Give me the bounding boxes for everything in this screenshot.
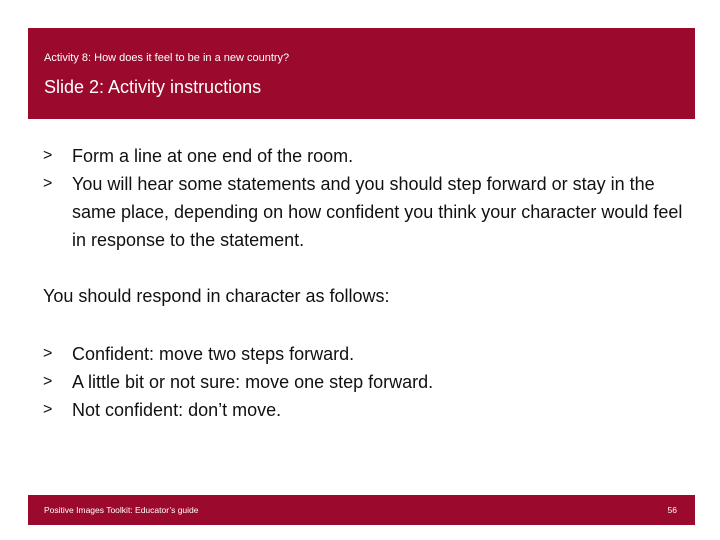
slide-title: Slide 2: Activity instructions (44, 77, 262, 97)
response-text: A little bit or not sure: move one step forward. (72, 372, 434, 392)
header-banner (28, 28, 695, 119)
instruction-item (43, 170, 683, 254)
instruction-text: Form a line at one end of the room. (72, 146, 354, 166)
instruction-list (43, 142, 683, 254)
bullet-marker: > (43, 373, 53, 390)
response-item (43, 396, 683, 424)
bullet-marker: > (43, 147, 53, 164)
footer-source: Positive Images Toolkit: Educator’s guide (44, 505, 199, 515)
respond-intro: You should respond in character as follows: (43, 286, 390, 306)
response-text: Not confident: don’t move. (72, 400, 282, 420)
response-item (43, 368, 683, 396)
response-list (43, 340, 683, 424)
page-number: 56 (667, 505, 677, 515)
footer-bar (28, 495, 695, 525)
instruction-text: You will hear some statements and you should step forward or stay in the same place, depending on how confident you think your character would feel in response to the statement. (72, 174, 683, 250)
bullet-marker: > (43, 175, 53, 192)
bullet-marker: > (43, 345, 53, 362)
bullet-marker: > (43, 401, 53, 418)
activity-label: Activity 8: How does it feel to be in a new country? (44, 52, 290, 64)
instruction-item (43, 142, 683, 170)
response-text: Confident: move two steps forward. (72, 344, 355, 364)
slide-content (43, 142, 683, 424)
response-item (43, 340, 683, 368)
